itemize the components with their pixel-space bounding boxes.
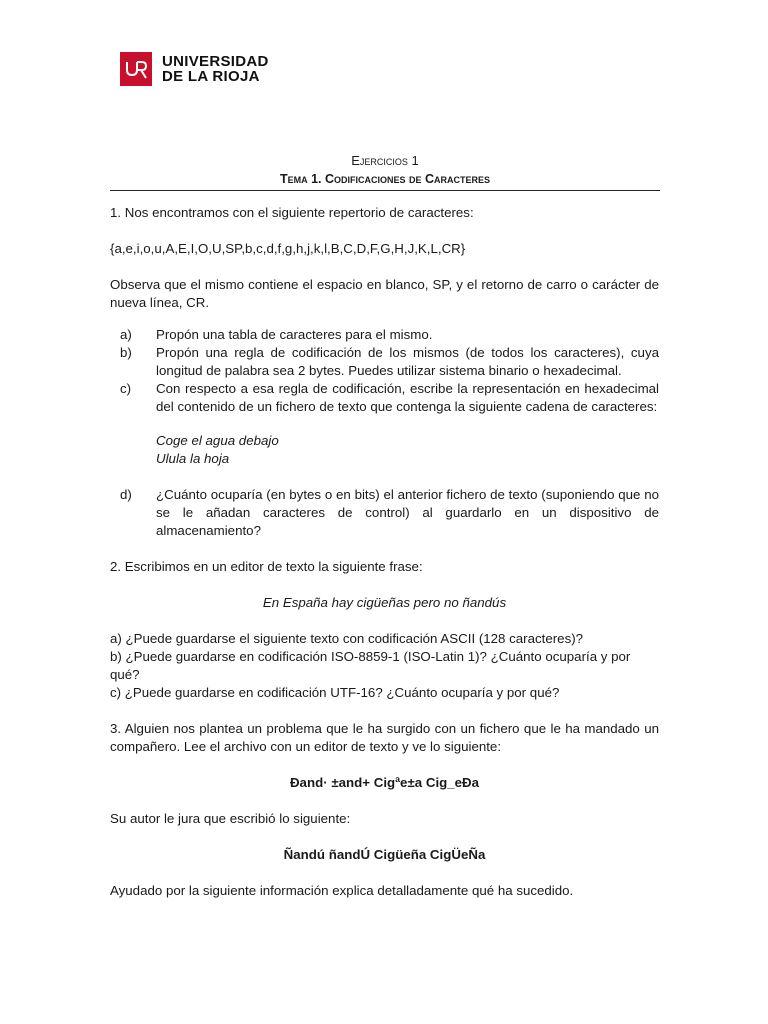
item-text: Con respecto a esa regla de codificación, escribe la representación en hexadecimal del contenido de un fichero de texto que contenga la siguiente cadena de caracteres: — [156, 381, 659, 414]
q3-garbled-text: Ðand· ±and+ Cigªe±a Cig_eÐa — [289, 775, 480, 790]
q3-original-text: Ñandú ñandÚ Cigüeña CigÜeÑa — [283, 847, 486, 862]
document-title: Ejercicios 1 — [351, 153, 419, 168]
logo-wordmark — [162, 54, 269, 84]
list-item — [110, 486, 659, 540]
item-label: b) — [120, 345, 132, 360]
list-item — [110, 326, 659, 344]
sample-text-line-1: Coge el agua debajo — [156, 433, 279, 448]
item-label: d) — [120, 487, 132, 502]
q3-author-note: Su autor le jura que escribió lo siguiente: — [110, 811, 351, 826]
list-item — [110, 344, 659, 380]
q2-item-b: b) ¿Puede guardarse en codificación ISO-8859-1 (ISO-Latin 1)? ¿Cuánto ocuparía y por qué? — [110, 649, 631, 682]
ur-monogram-icon — [123, 56, 149, 82]
q2-item-a: a) ¿Puede guardarse el siguiente texto con codificación ASCII (128 caracteres)? — [110, 631, 584, 646]
sample-text-line-2: Ulula la hoja — [156, 451, 230, 466]
q2-phrase: En España hay cigüeñas pero no ñandús — [262, 595, 507, 610]
q1-note: Observa que el mismo contiene el espacio en blanco, SP, y el retorno de carro o carácter de nueva línea, CR. — [110, 277, 659, 310]
list-item — [110, 380, 659, 486]
q3-closing: Ayudado por la siguiente información explica detalladamente qué ha sucedido. — [110, 883, 574, 898]
document-subtitle: Tema 1. Codificaciones de Caracteres — [110, 170, 660, 191]
q2-item-c: c) ¿Puede guardarse en codificación UTF-16? ¿Cuánto ocuparía y por qué? — [110, 685, 560, 700]
item-text: Propón una tabla de caracteres para el mismo. — [156, 327, 433, 342]
item-text: ¿Cuánto ocuparía (en bytes o en bits) el anterior fichero de texto (suponiendo que no se le añadan caracteres de control) al guardarlo en un dispositivo de almacenamiento? — [156, 487, 659, 538]
q1-subquestions — [110, 326, 659, 540]
logo-line-1: UNIVERSIDAD — [162, 53, 269, 70]
q2-intro: 2. Escribimos en un editor de texto la siguiente frase: — [110, 559, 423, 574]
university-logo — [120, 52, 269, 86]
q1-character-set: {a,e,i,o,u,A,E,I,O,U,SP,b,c,d,f,g,h,j,k,l,B,C,D,F,G,H,J,K,L,CR} — [110, 241, 466, 256]
document-body — [110, 204, 659, 900]
logo-line-2: DE LA RIOJA — [162, 68, 260, 85]
q1-intro: 1. Nos encontramos con el siguiente repertorio de caracteres: — [110, 205, 474, 220]
item-label: c) — [120, 381, 132, 396]
document-header — [110, 152, 660, 191]
q3-intro: 3. Alguien nos plantea un problema que le ha surgido con un fichero que le ha mandado un compañero. Lee el archivo con un editor de texto y ve lo siguiente: — [110, 721, 659, 754]
logo-mark-icon — [120, 52, 152, 86]
item-text: Propón una regla de codificación de los mismos (de todos los caracteres), cuya longitud de palabra sea 2 bytes. Puedes utilizar sistema binario o hexadecimal. — [156, 345, 659, 378]
item-label: a) — [120, 327, 132, 342]
